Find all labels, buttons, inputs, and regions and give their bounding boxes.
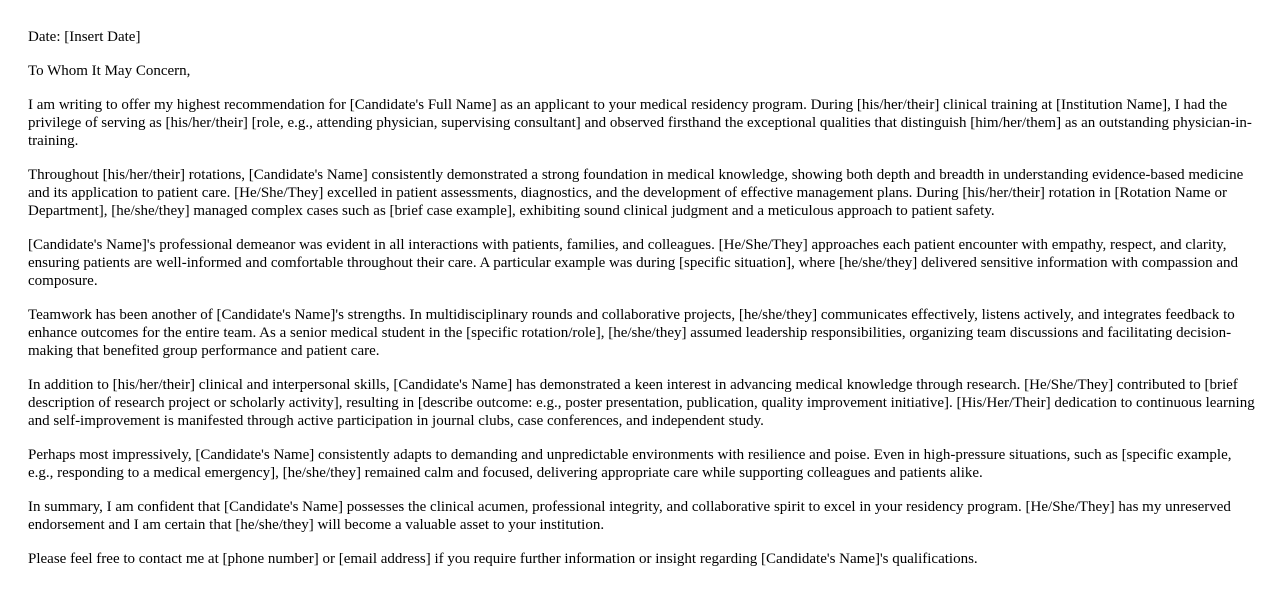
paragraph-introduction: I am writing to offer my highest recommendation for [Candidate's Full Name] as an applicant to your medical residency program. During [his/her/their] clinical training at [Institution Name], I had the privilege of serving as [his/her/their] [role, e.g., attending physician, supervising consultant] and observed firsthand the exceptional qualities that distinguish [him/her/them] as an outstanding physician-in-training. bbox=[28, 97, 1252, 149]
paragraph-contact: Please feel free to contact me at [phone number] or [email address] if you require further information or insight regarding [Candidate's Name]'s qualifications. bbox=[28, 551, 978, 567]
letter-date: Date: [Insert Date] bbox=[28, 29, 141, 45]
paragraph-professionalism: [Candidate's Name]'s professional demeanor was evident in all interactions with patients, families, and colleagues. [He/She/They] approaches each patient encounter with empathy, respect, and clarity, ensuring patients are well-informed and comfortable throughout their care. A particular example was during [specific situation], where [he/she/they] delivered sensitive information with compassion and composure. bbox=[28, 237, 1239, 289]
paragraph-medical-knowledge: Throughout [his/her/their] rotations, [Candidate's Name] consistently demonstrated a strong foundation in medical knowledge, showing both depth and breadth in understanding evidence-based medicine and its application to patient care. [He/She/They] excelled in patient assessments, diagnostics, and the development of effective management plans. During [his/her/their] rotation in [Rotation Name or Department], [he/she/they] managed complex cases such as [brief case example], exhibiting sound clinical judgment and a meticulous approach to patient safety. bbox=[28, 167, 1244, 219]
paragraph-summary: In summary, I am confident that [Candidate's Name] possesses the clinical acumen, professional integrity, and collaborative spirit to excel in your residency program. [He/She/They] has my unreserved endorsement and I am certain that [he/she/they] will become a valuable asset to your institution. bbox=[28, 499, 1231, 533]
recommendation-letter bbox=[28, 28, 1256, 584]
letter-salutation: To Whom It May Concern, bbox=[28, 63, 191, 79]
paragraph-teamwork: Teamwork has been another of [Candidate's Name]'s strengths. In multidisciplinary rounds and collaborative projects, [he/she/they] communicates effectively, listens actively, and integrates feedback to enhance outcomes for the entire team. As a senior medical student in the [specific rotation/role], [he/she/they] assumed leadership responsibilities, organizing team discussions and facilitating decision-making that benefited group performance and patient care. bbox=[28, 307, 1235, 359]
paragraph-adaptability: Perhaps most impressively, [Candidate's Name] consistently adapts to demanding and unpredictable environments with resilience and poise. Even in high-pressure situations, such as [specific example, e.g., responding to a medical emergency], [he/she/they] remained calm and focused, delivering appropriate care while supporting colleagues and patients alike. bbox=[28, 447, 1232, 481]
paragraph-research: In addition to [his/her/their] clinical and interpersonal skills, [Candidate's Name] has demonstrated a keen interest in advancing medical knowledge through research. [He/She/They] contributed to [brief description of research project or scholarly activity], resulting in [describe outcome: e.g., poster presentation, publication, quality improvement initiative]. [His/Her/Their] dedication to continuous learning and self-improvement is manifested through active participation in journal clubs, case conferences, and independent study. bbox=[28, 377, 1255, 429]
